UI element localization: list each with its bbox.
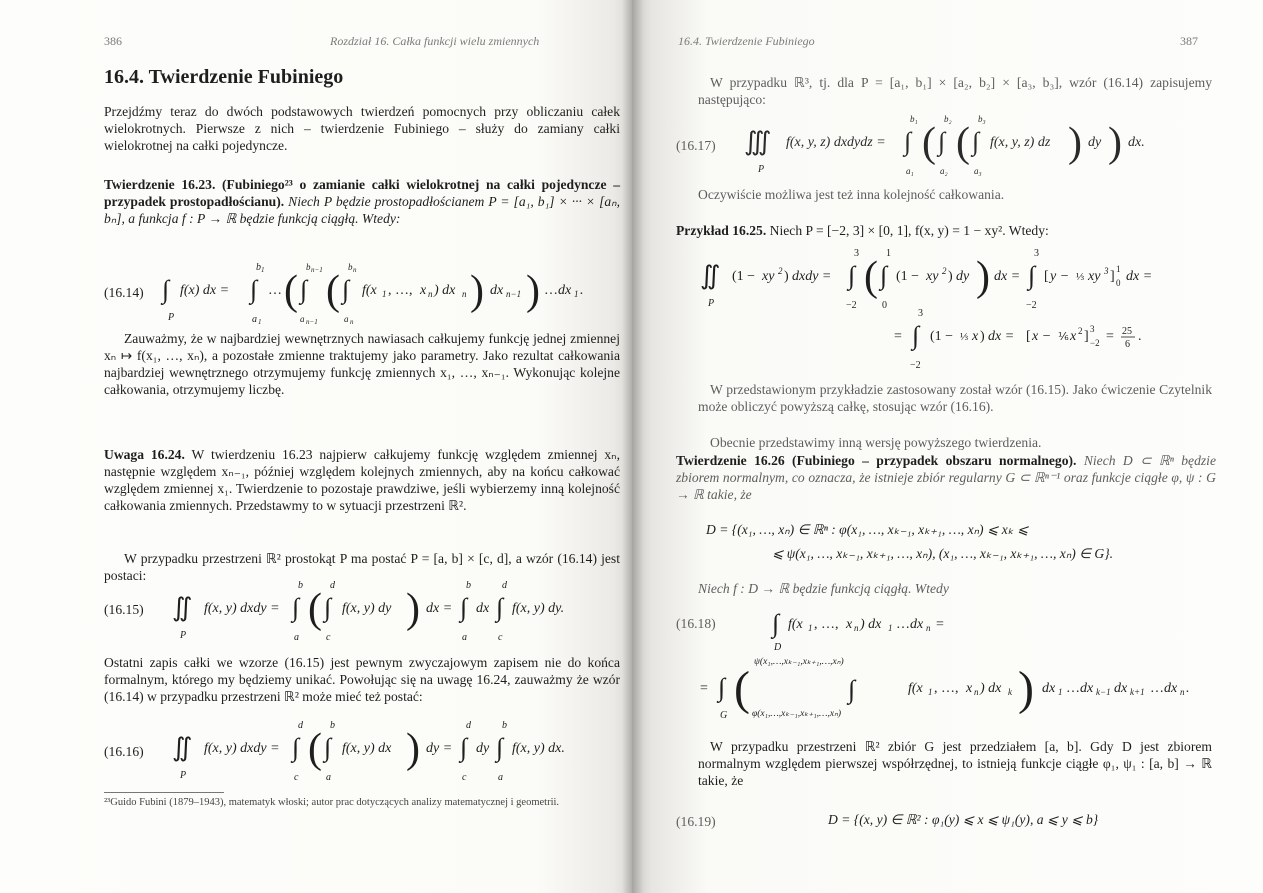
- svg-text:a: a: [294, 632, 299, 643]
- example-equation-line-1-drawing: [698, 246, 1198, 312]
- paragraph-r3: W przypadku ℝ³, tj. dla P = [a₁, b₁] × [a₂, b₂] × [a₃, b₃], wzór (16.14) zapisujemy następująco:: [698, 75, 1212, 107]
- svg-text:0: 0: [882, 300, 887, 311]
- svg-text:x: x: [972, 329, 979, 344]
- svg-text:(1 −: (1 −: [930, 329, 954, 344]
- svg-text:−2: −2: [1026, 300, 1037, 311]
- svg-text:) dx: ) dx: [980, 681, 1002, 696]
- svg-text:a₁: a₁: [906, 166, 914, 176]
- svg-text:1: 1: [574, 289, 579, 299]
- svg-text:(1 −: (1 −: [732, 269, 756, 284]
- svg-text:∬: ∬: [172, 593, 193, 622]
- svg-text:=: =: [700, 681, 708, 696]
- paragraph-r2: W przypadku przestrzeni ℝ² prostokąt P ma postać P = [a, b] × [c, d], a wzór (16.14) jest postaci:: [104, 551, 620, 583]
- svg-text:b₁: b₁: [910, 114, 918, 124]
- svg-text:, …,: , …,: [388, 283, 413, 298]
- paragraph-niech: Niech f : D → ℝ będzie funkcją ciągłą. Wtedy: [698, 581, 949, 596]
- svg-text:): ): [1108, 120, 1122, 166]
- svg-text:1: 1: [261, 266, 265, 274]
- svg-text:n: n: [926, 623, 931, 633]
- example-16-25: [676, 222, 1216, 239]
- svg-text:∫: ∫: [460, 733, 468, 762]
- svg-text:d: d: [466, 720, 471, 731]
- svg-text:dy: dy: [476, 741, 490, 756]
- theorem-16-26: [676, 452, 1216, 503]
- svg-text:dy: dy: [1088, 135, 1102, 150]
- svg-text:.: .: [580, 283, 584, 298]
- svg-text:dx: dx: [490, 283, 504, 298]
- equation-16-19: D = {(x, y) ∈ ℝ² : φ₁(y) ⩽ x ⩽ ψ₁(y), a ⩽ y ⩽ b}: [828, 812, 1099, 827]
- svg-text:1: 1: [808, 623, 813, 633]
- svg-text:∫: ∫: [938, 127, 946, 156]
- svg-text:∭: ∭: [744, 127, 772, 156]
- footnote-rule: [104, 792, 224, 793]
- svg-text:a: a: [300, 314, 305, 324]
- svg-text:b: b: [306, 262, 311, 272]
- svg-text:∫: ∫: [292, 593, 300, 622]
- equation-16-16: [170, 718, 610, 788]
- svg-text:dx.: dx.: [1128, 135, 1145, 150]
- svg-text:d: d: [298, 720, 303, 731]
- svg-text:f(x) dx =: f(x) dx =: [180, 283, 230, 298]
- svg-text:c: c: [326, 632, 331, 643]
- svg-text:dx: dx: [1080, 681, 1094, 696]
- paragraph-ostatni: Ostatni zapis całki we wzorze (16.15) jest pewnym zwyczajowym zapisem nie do końca formalnym, którego my będziemy unikać. Powołując się na uwagę 16.24, zauważmy że wzór (16.14) w przypadku przestrzeni ℝ² może mieć też postać:: [104, 655, 620, 704]
- svg-text:b₂: b₂: [944, 114, 952, 124]
- svg-text:x: x: [420, 283, 427, 298]
- svg-text:1: 1: [888, 623, 893, 633]
- svg-text:…: …: [896, 617, 910, 632]
- svg-text:d: d: [330, 580, 335, 591]
- svg-text:): ): [406, 586, 420, 632]
- svg-text:k+1: k+1: [1130, 687, 1145, 697]
- left-running-header: Rozdział 16. Całka funkcji wielu zmiennych: [330, 34, 540, 48]
- equation-label-16-19: (16.19): [676, 814, 716, 829]
- svg-text:): ): [1068, 120, 1082, 166]
- svg-text:dxdy =: dxdy =: [792, 269, 832, 284]
- svg-text:xy: xy: [762, 269, 775, 284]
- svg-text:3: 3: [1104, 266, 1109, 276]
- svg-text:dx: dx: [1164, 681, 1178, 696]
- svg-text:): ): [948, 269, 953, 284]
- svg-text:P: P: [180, 630, 187, 641]
- svg-text:b: b: [330, 720, 335, 731]
- equation-label-16-17: (16.17): [676, 138, 716, 153]
- svg-text:…: …: [1066, 681, 1080, 696]
- equation-16-18-first-line-drawing: [742, 604, 982, 650]
- svg-text:1: 1: [258, 318, 262, 326]
- svg-text:(: (: [308, 726, 322, 772]
- svg-text:c: c: [498, 632, 503, 643]
- svg-text:1: 1: [1058, 687, 1063, 697]
- svg-text:3: 3: [1034, 248, 1039, 259]
- paragraph-przedstawionym: W przedstawionym przykładzie zastosowany został wzór (16.15). Jako ćwiczenie Czytelnik może obliczyć powyższą całkę, stosując wzór (16.16).: [698, 382, 1212, 414]
- svg-text:(: (: [326, 268, 340, 314]
- right-page: [632, 0, 1263, 893]
- svg-text:2: 2: [942, 266, 947, 276]
- svg-text:[: [: [1044, 269, 1049, 284]
- equation-label-16-18: (16.18): [676, 616, 716, 631]
- svg-text:∫: ∫: [880, 261, 888, 290]
- svg-text:dx =: dx =: [988, 329, 1015, 344]
- svg-text:): ): [526, 268, 540, 314]
- svg-text:x: x: [966, 681, 973, 696]
- svg-text:=: =: [1106, 329, 1114, 344]
- right-running-header: 16.4. Twierdzenie Fubiniego: [678, 34, 815, 48]
- equation-label-16-16: (16.16): [104, 744, 144, 759]
- svg-text:a₃: a₃: [974, 166, 982, 176]
- svg-text:P: P: [708, 298, 715, 309]
- svg-text:k: k: [1008, 687, 1012, 697]
- equation-16-18-upper-limit: ψ(x₁,…,xₖ₋₁,xₖ₊₁,…,xₙ): [754, 657, 844, 667]
- svg-text:6: 6: [1125, 339, 1130, 350]
- svg-text:∫: ∫: [300, 275, 308, 304]
- paragraph-zauwazmy: Zauważmy, że w najbardziej wewnętrznych nawiasach całkujemy funkcję jednej zmiennej xₙ ↦ f(x₁, …, xₙ), a pozostałe zmienne traktujemy jako parametry. Jako rezultat całkowania najbardziej wewnętrznego otrzymujemy funkcję zmiennych x₁, …, xₙ₋₁. Wykonując kolejne całkowania, otrzymujemy liczbę.: [104, 331, 620, 397]
- svg-text:n: n: [350, 318, 354, 326]
- svg-text:f(x, y) dx.: f(x, y) dx.: [512, 741, 565, 756]
- normal-set-line-1: D = {(x₁, …, xₙ) ∈ ℝⁿ : φ(x₁, …, xₖ₋₁, xₖ₊₁, …, xₙ) ⩽ xₖ ⩽: [706, 522, 1029, 537]
- svg-text:∫: ∫: [904, 127, 912, 156]
- svg-text:G: G: [720, 710, 728, 721]
- example-equation-line-2: [892, 306, 1212, 376]
- svg-text:f(x: f(x: [362, 283, 377, 298]
- svg-text:∫: ∫: [848, 261, 856, 290]
- svg-text:, …,: , …,: [934, 681, 959, 696]
- svg-text:P: P: [168, 312, 175, 323]
- svg-text:dx: dx: [1114, 681, 1128, 696]
- svg-text:): ): [784, 269, 789, 284]
- svg-text:(: (: [734, 662, 750, 715]
- svg-text:dx: dx: [1042, 681, 1056, 696]
- svg-text:]: ]: [1110, 269, 1115, 284]
- svg-text:1: 1: [1116, 264, 1121, 274]
- svg-text:x: x: [1070, 329, 1077, 344]
- svg-text:=: =: [936, 617, 944, 632]
- svg-text:−2: −2: [846, 300, 857, 311]
- svg-text:∫: ∫: [912, 321, 920, 350]
- svg-text:f(x: f(x: [908, 681, 923, 696]
- svg-text:(1 −: (1 −: [896, 269, 920, 284]
- left-page-number: 386: [104, 34, 122, 48]
- theorem-16-23-body: Niech P będzie prostopadłościanem P = [a₁, b₁] × ··· × [aₙ, bₙ], a funkcja f : P → ℝ będzie funkcją ciągłą. Wtedy:: [104, 194, 620, 226]
- svg-text:c: c: [462, 772, 467, 783]
- svg-text:3: 3: [918, 308, 923, 319]
- equation-16-16-drawing: [170, 718, 610, 784]
- svg-text:[: [: [1026, 329, 1031, 344]
- equation-16-18-lower-limit: φ(x₁,…,xₖ₋₁,xₖ₊₁,…,xₙ): [752, 709, 842, 719]
- svg-text:(: (: [284, 268, 298, 314]
- svg-text:xy: xy: [926, 269, 939, 284]
- svg-text:dx: dx: [476, 601, 490, 616]
- svg-text:dx: dx: [558, 283, 572, 298]
- svg-text:⅓: ⅓: [1076, 271, 1085, 283]
- example-16-25-heading: Przykład 16.25.: [676, 223, 767, 238]
- equation-16-15-drawing: [170, 578, 610, 644]
- equation-16-17-drawing: [742, 112, 1212, 178]
- svg-text:3: 3: [854, 248, 859, 259]
- svg-text:): ): [976, 254, 990, 300]
- svg-text:d: d: [502, 580, 507, 591]
- svg-text:a: a: [344, 314, 349, 324]
- equation-16-18-first-line: [742, 604, 982, 654]
- svg-text:(: (: [922, 120, 936, 166]
- svg-text:b: b: [348, 262, 353, 272]
- svg-text:D: D: [774, 642, 782, 650]
- svg-text:∫: ∫: [772, 609, 780, 638]
- svg-text:−2: −2: [1090, 338, 1100, 348]
- svg-text:n−1: n−1: [506, 289, 522, 299]
- svg-text:n: n: [854, 623, 859, 633]
- svg-text:∫: ∫: [1028, 261, 1036, 290]
- svg-text:dy: dy: [956, 269, 970, 284]
- svg-text:n: n: [462, 289, 467, 299]
- equation-16-14: [160, 260, 620, 330]
- svg-text:∫: ∫: [324, 733, 332, 762]
- equation-16-14-drawing: [160, 260, 620, 326]
- svg-text:⅙: ⅙: [1058, 331, 1069, 343]
- svg-text:n−1: n−1: [311, 266, 323, 274]
- svg-text:f(x, y) dxdy =: f(x, y) dxdy =: [204, 741, 280, 756]
- svg-text:∬: ∬: [172, 733, 193, 762]
- svg-text:∫: ∫: [460, 593, 468, 622]
- equation-label-16-14: (16.14): [104, 285, 144, 300]
- svg-text:∫: ∫: [250, 275, 258, 304]
- intro-paragraph: Przejdźmy teraz do dwóch podstawowych twierdzeń pomocnych przy obliczaniu całek wielokrotnych. Pierwsze z nich – twierdzenie Fubiniego – służy do zamiany całki wielokrotnej na całki pojedyncze.: [104, 104, 620, 153]
- book-gutter-shadow: [622, 0, 644, 893]
- normal-set-line-2: ⩽ ψ(x₁, …, xₖ₋₁, xₖ₊₁, …, xₙ), (x₁, …, xₖ₋₁, xₖ₊₁, …, xₙ) ∈ G}.: [772, 546, 1114, 561]
- svg-text:2: 2: [1078, 326, 1083, 336]
- svg-text:∫: ∫: [972, 127, 980, 156]
- svg-text:n−1: n−1: [306, 318, 318, 326]
- svg-text:∫: ∫: [848, 675, 856, 704]
- svg-text:0: 0: [1116, 278, 1121, 288]
- svg-text:=: =: [894, 329, 902, 344]
- theorem-16-23: [104, 176, 620, 227]
- svg-text:(: (: [956, 120, 970, 166]
- remark-16-24-heading: Uwaga 16.24.: [104, 447, 185, 462]
- remark-16-24-body: W twierdzeniu 16.23 najpierw całkujemy funkcję względem zmiennej xₙ, następnie względem xₙ₋₁, później względem kolejnych zmiennych, aby na końcu całkować względem zmiennej x₁. Twierdzenie to pozostaje prawdziwe, jeśli wybierzemy inną kolejność całkowania zmiennych. Przedstawmy to w sytuacji przestrzeni ℝ².: [104, 447, 620, 513]
- svg-text:f(x, y) dy: f(x, y) dy: [342, 601, 392, 616]
- equation-16-15: [170, 578, 610, 648]
- svg-text:.: .: [1186, 681, 1190, 696]
- equation-label-16-15: (16.15): [104, 602, 144, 617]
- svg-text:n: n: [353, 266, 357, 274]
- svg-text:c: c: [294, 772, 299, 783]
- svg-text:1: 1: [928, 687, 933, 697]
- svg-text:f(x, y, z) dxdydz =: f(x, y, z) dxdydz =: [786, 135, 886, 150]
- svg-text:dx =: dx =: [426, 601, 453, 616]
- svg-text:∫: ∫: [342, 275, 350, 304]
- svg-text:x −: x −: [1032, 329, 1052, 344]
- svg-text:f(x, y) dx: f(x, y) dx: [342, 741, 392, 756]
- remark-16-24: [104, 446, 620, 514]
- svg-text:xy: xy: [1088, 269, 1101, 284]
- svg-text:25: 25: [1122, 326, 1132, 337]
- svg-text:f(x, y) dy.: f(x, y) dy.: [512, 601, 565, 616]
- svg-text:): ): [980, 329, 985, 344]
- svg-text:a₂: a₂: [940, 166, 948, 176]
- svg-text:…: …: [268, 283, 282, 298]
- svg-text:dx =: dx =: [994, 269, 1021, 284]
- svg-text:): ): [470, 268, 484, 314]
- svg-text:n: n: [974, 687, 979, 697]
- theorem-16-23-heading: Twierdzenie 16.23. (Fubiniego²³ o zamianie całki wielokrotnej na całki pojedyncze – przypadek prostopadłościanu).: [104, 177, 620, 209]
- svg-text:…: …: [544, 283, 558, 298]
- svg-text:P: P: [180, 770, 187, 781]
- svg-text:∫: ∫: [292, 733, 300, 762]
- svg-text:n: n: [428, 289, 433, 299]
- theorem-16-26-body: Niech D ⊂ ℝⁿ będzie zbiorem normalnym, co oznacza, że istnieje zbiór regularny G ⊂ ℝⁿ⁻¹ oraz funkcje ciągłe φ, ψ : G → ℝ takie, że: [676, 453, 1216, 502]
- svg-text:y −: y −: [1050, 269, 1070, 284]
- svg-text:∬: ∬: [700, 261, 721, 290]
- svg-text:b: b: [298, 580, 303, 591]
- svg-text:⅓: ⅓: [960, 331, 969, 343]
- svg-text:): ): [406, 726, 420, 772]
- equation-16-17: [742, 112, 1212, 182]
- svg-text:a: a: [326, 772, 331, 783]
- svg-text:…: …: [1150, 681, 1164, 696]
- svg-text:f(x: f(x: [788, 617, 803, 632]
- svg-text:]: ]: [1084, 329, 1089, 344]
- svg-text:x: x: [846, 617, 853, 632]
- svg-text:dy =: dy =: [426, 741, 453, 756]
- paragraph-obecnie: Obecnie przedstawimy inną wersję powyższego twierdzenia.: [710, 435, 1042, 450]
- example-equation-line-2-drawing: [892, 306, 1212, 372]
- svg-text:dx =: dx =: [1126, 269, 1153, 284]
- svg-text:k−1: k−1: [1096, 687, 1111, 697]
- svg-text:1: 1: [886, 248, 891, 259]
- svg-text:(: (: [864, 254, 878, 300]
- footnote-23: ²³Guido Fubini (1879–1943), matematyk włoski; autor prac dotyczących analizy matematycznej i geometrii.: [104, 797, 560, 808]
- svg-text:1: 1: [382, 289, 387, 299]
- svg-text:∫: ∫: [718, 673, 726, 702]
- svg-text:dx: dx: [910, 617, 924, 632]
- svg-text:b: b: [502, 720, 507, 731]
- theorem-16-26-heading: Twierdzenie 16.26 (Fubiniego – przypadek obszaru normalnego).: [676, 453, 1077, 468]
- right-page-number: 387: [1180, 34, 1198, 48]
- svg-text:) dx: ) dx: [434, 283, 456, 298]
- paragraph-r2-right: W przypadku przestrzeni ℝ² zbiór G jest przedziałem [a, b]. Gdy D jest zbiorem normalnym względem pierwszej współrzędnej, to istnieją funkcje ciągłe φ₁, ψ₁ : [a, b] → ℝ takie, że: [698, 739, 1212, 788]
- svg-text:∫: ∫: [324, 593, 332, 622]
- svg-text:b₃: b₃: [978, 114, 986, 124]
- svg-text:f(x, y, z) dz: f(x, y, z) dz: [990, 135, 1051, 150]
- svg-text:(: (: [308, 586, 322, 632]
- svg-text:b: b: [466, 580, 471, 591]
- svg-text:∫: ∫: [496, 733, 504, 762]
- example-16-25-body: Niech P = [−2, 3] × [0, 1], f(x, y) = 1 − xy². Wtedy:: [769, 223, 1049, 238]
- svg-text:3: 3: [1090, 324, 1095, 334]
- svg-text:, …,: , …,: [814, 617, 839, 632]
- svg-text:∫: ∫: [162, 275, 170, 304]
- svg-text:2: 2: [778, 266, 783, 276]
- svg-text:b: b: [256, 262, 261, 273]
- svg-text:P: P: [758, 164, 765, 175]
- section-title: 16.4. Twierdzenie Fubiniego: [104, 66, 344, 88]
- svg-text:a: a: [498, 772, 503, 783]
- svg-text:a: a: [252, 314, 257, 325]
- svg-text:a: a: [462, 632, 467, 643]
- svg-text:−2: −2: [910, 360, 921, 371]
- svg-text:) dx: ) dx: [860, 617, 882, 632]
- svg-text:f(x, y) dxdy =: f(x, y) dxdy =: [204, 601, 280, 616]
- svg-text:.: .: [1138, 329, 1142, 344]
- paragraph-oczywiscie: Oczywiście możliwa jest też inna kolejność całkowania.: [698, 187, 1005, 202]
- svg-text:): ): [1018, 662, 1034, 715]
- svg-text:∫: ∫: [496, 593, 504, 622]
- svg-text:n: n: [1180, 687, 1185, 697]
